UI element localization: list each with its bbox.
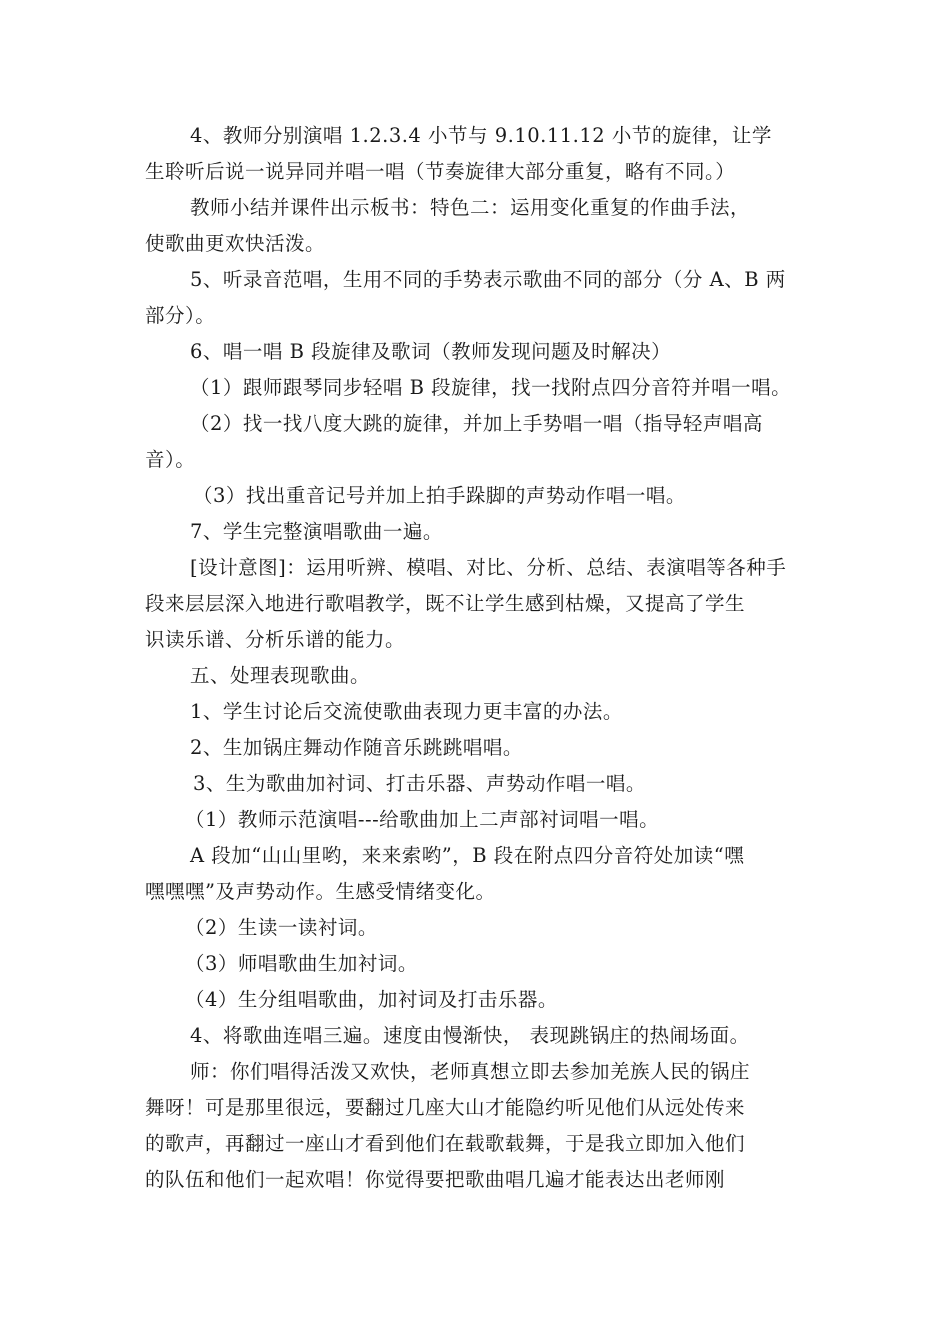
paragraph-line: （2）找一找八度大跳的旋律，并加上手势唱一唱（指导轻声唱高 (190, 412, 763, 435)
paragraph-line: 7、学生完整演唱歌曲一遍。 (190, 520, 443, 543)
paragraph-line: 教师小结并课件出示板书：特色二：运用变化重复的作曲手法， (190, 196, 751, 219)
paragraph-line: 舞呀！可是那里很远，要翻过几座大山才能隐约听见他们从远处传来 (145, 1096, 746, 1119)
paragraph-line: 4、教师分别演唱 1.2.3.4 小节与 9.10.11.12 小节的旋律，让学 (190, 124, 772, 147)
paragraph-line: 的队伍和他们一起欢唱！你觉得要把歌曲唱几遍才能表达出老师刚 (145, 1168, 726, 1191)
paragraph-line: 部分）。 (145, 304, 216, 327)
paragraph-line: 6、唱一唱 B 段旋律及歌词（教师发现问题及时解决） (190, 340, 672, 363)
paragraph-line: （2）生读一读衬词。 (185, 916, 378, 939)
paragraph-line: （4）生分组唱歌曲，加衬词及打击乐器。 (185, 988, 558, 1011)
paragraph-line: 1、学生讨论后交流使歌曲表现力更丰富的办法。 (190, 700, 623, 723)
paragraph-line: 生聆听后说一说异同并唱一唱（节奏旋律大部分重复，略有不同。） (145, 160, 736, 183)
paragraph-line: 5、听录音范唱，生用不同的手势表示歌曲不同的部分（分 A、B 两 (190, 268, 786, 291)
paragraph-line: 4、将歌曲连唱三遍。速度由慢渐快， 表现跳锅庄的热闹场面。 (190, 1024, 750, 1047)
paragraph-line: 音）。 (145, 448, 196, 471)
paragraph-line: 3、生为歌曲加衬词、打击乐器、声势动作唱一唱。 (193, 772, 646, 795)
paragraph-line: 使歌曲更欢快活泼。 (145, 232, 326, 255)
paragraph-line: （1）跟师跟琴同步轻唱 B 段旋律，找一找附点四分音符并唱一唱。 (190, 376, 792, 399)
paragraph-line: （1）教师示范演唱---给歌曲加上二声部衬词唱一唱。 (185, 808, 660, 831)
paragraph-line: （3）师唱歌曲生加衬词。 (185, 952, 418, 975)
paragraph-line: 师：你们唱得活泼又欢快，老师真想立即去参加羌族人民的锅庄 (190, 1060, 751, 1083)
document-body (145, 118, 815, 1198)
paragraph-line: （3）找出重音记号并加上拍手跺脚的声势动作唱一唱。 (193, 484, 686, 507)
paragraph-line: 识读乐谱、分析乐谱的能力。 (145, 628, 406, 651)
paragraph-line: 2、生加锅庄舞动作随音乐跳跳唱唱。 (190, 736, 523, 759)
paragraph-line: A 段加“山山里哟，来来索哟”，B 段在附点四分音符处加读“嘿 (190, 844, 745, 867)
section-heading: 五、处理表现歌曲。 (190, 664, 371, 687)
paragraph-line: 段来层层深入地进行歌唱教学，既不让学生感到枯燥，又提高了学生 (145, 592, 746, 615)
paragraph-line: [设计意图]：运用听辨、模唱、对比、分析、总结、表演唱等各种手 (190, 556, 787, 579)
paragraph-line: 嘿嘿嘿”及声势动作。生感受情绪变化。 (145, 880, 496, 903)
paragraph-line: 的歌声，再翻过一座山才看到他们在载歌载舞，于是我立即加入他们 (145, 1132, 746, 1155)
